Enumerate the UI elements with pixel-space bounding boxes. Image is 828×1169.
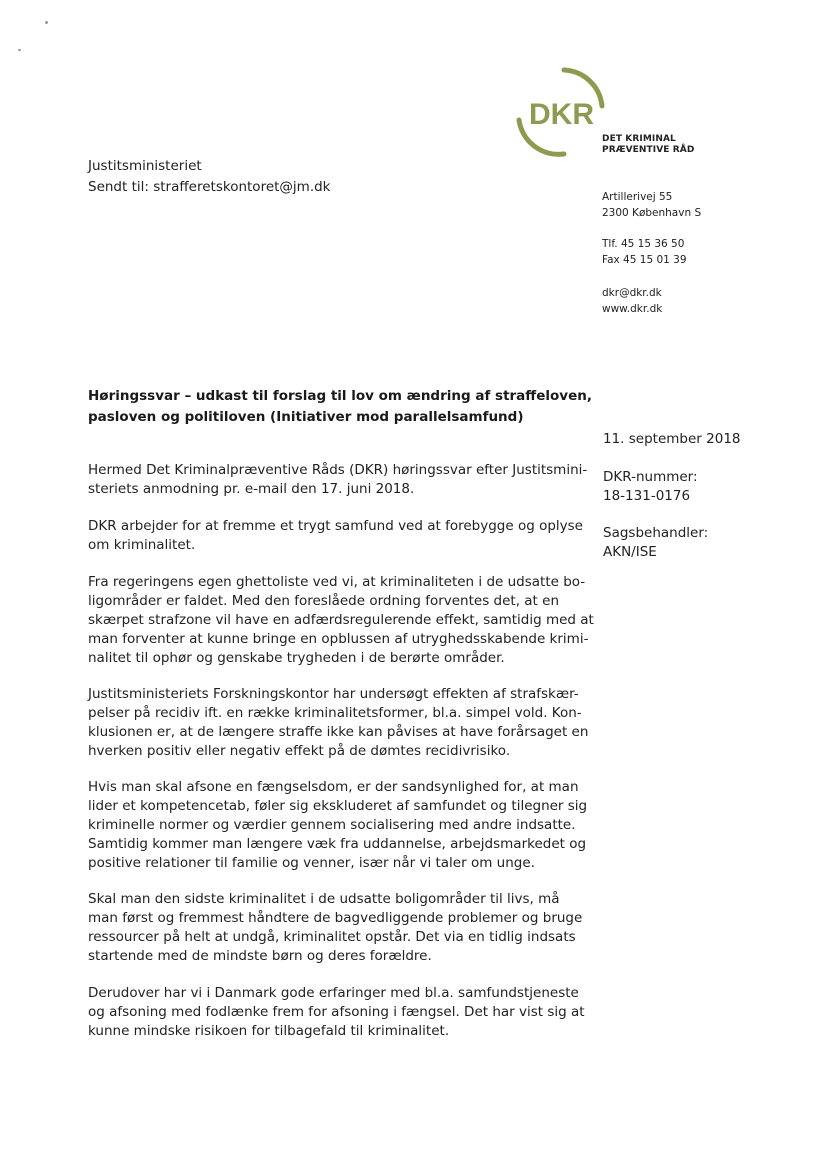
dkr-number-block — [603, 468, 698, 506]
letter-date: 11. september 2018 — [603, 431, 741, 447]
text-line: om kriminalitet. — [88, 537, 196, 553]
letter-heading — [88, 386, 608, 428]
text-line: Fra regeringens egen ghettoliste ved vi, at kriminaliteten i de udsatte bo- — [88, 574, 586, 590]
heading-line-2: pasloven og politiloven (Initiativer mod parallelsamfund) — [88, 409, 524, 425]
recipient-name: Justitsministeriet — [88, 158, 202, 174]
address-city: 2300 København S — [602, 207, 702, 219]
contact-email: dkr@dkr.dk — [602, 287, 662, 299]
case-handler-value: AKN/ISE — [603, 544, 657, 560]
text-line: klusionen er, at de længere straffe ikke kan påvises at have forårsaget en — [88, 724, 589, 740]
body-paragraph — [88, 461, 598, 499]
dkr-number-label: DKR-nummer: — [603, 469, 698, 485]
text-line: hverken positiv eller negativ effekt på de dømtes recidivrisiko. — [88, 743, 511, 759]
text-line: kriminelle normer og værdier gennem socialisering med andre indsatte. — [88, 817, 576, 833]
body-paragraph — [88, 685, 598, 761]
logo-text: DKR — [529, 98, 594, 131]
text-line: man forventer at kunne bringe en opblussen af utryghedsskabende krimi- — [88, 631, 589, 647]
text-line: skærpet strafzone vil have en adfærdsregulerende effekt, samtidig med at — [88, 612, 594, 628]
text-line: Hvis man skal afsone en fængselsdom, er der sandsynlighed for, at man — [88, 779, 579, 795]
text-line: og afsoning med fodlænke frem for afsoning i fængsel. Det har vist sig at — [88, 1004, 585, 1020]
text-line: positive relationer til familie og venner, især når vi taler om unge. — [88, 855, 535, 871]
text-line: startende med de mindste børn og deres forældre. — [88, 948, 432, 964]
org-name-line-2: PRÆVENTIVE RÅD — [602, 145, 695, 155]
address-block — [602, 189, 701, 221]
phone-block — [602, 236, 687, 268]
recipient-block — [88, 156, 331, 198]
text-line: Derudover har vi i Danmark gode erfaringer med bl.a. samfundstjeneste — [88, 985, 579, 1001]
org-name — [602, 134, 694, 156]
case-handler-block — [603, 524, 708, 562]
text-line: Samtidig kommer man længere væk fra uddannelse, arbejdsmarkedet og — [88, 836, 587, 852]
text-line: DKR arbejder for at fremme et trygt samfund ved at forebygge og oplyse — [88, 518, 583, 534]
text-line: nalitet til ophør og genskabe trygheden i de berørte områder. — [88, 650, 505, 666]
text-line: Justitsministeriets Forskningskontor har undersøgt effekten af strafskær- — [88, 686, 579, 702]
scan-speck — [18, 49, 21, 51]
fax-number: Fax 45 15 01 39 — [602, 254, 687, 266]
dkr-number-value: 18-131-0176 — [603, 488, 691, 504]
dkr-logo — [506, 62, 616, 172]
body-paragraph — [88, 573, 598, 668]
body-paragraph — [88, 517, 598, 555]
address-street: Artillerivej 55 — [602, 191, 673, 203]
case-handler-label: Sagsbehandler: — [603, 525, 709, 541]
text-line: lider et kompetencetab, føler sig ekskluderet af samfundet og tilegner sig — [88, 798, 588, 814]
text-line: Hermed Det Kriminalpræventive Råds (DKR) høringssvar efter Justitsmini- — [88, 462, 588, 478]
text-line: steriets anmodning pr. e-mail den 17. juni 2018. — [88, 481, 415, 497]
org-name-line-1: DET KRIMINAL — [602, 134, 676, 144]
text-line: ligområder er faldet. Med den foreslåede ordning forventes det, at en — [88, 593, 560, 609]
text-line: man først og fremmest håndtere de bagvedliggende problemer og bruge — [88, 910, 583, 926]
body-paragraph — [88, 890, 598, 966]
text-line: Skal man den sidste kriminalitet i de udsatte boligområder til livs, må — [88, 891, 560, 907]
text-line: ressourcer på helt at undgå, kriminalitet opstår. Det via en tidlig indsats — [88, 929, 576, 945]
recipient-sent-to: Sendt til: strafferetskontoret@jm.dk — [88, 179, 331, 195]
contact-website: www.dkr.dk — [602, 303, 663, 315]
body-paragraph — [88, 984, 598, 1041]
text-line: kunne mindske risikoen for tilbagefald til kriminalitet. — [88, 1023, 450, 1039]
text-line: pelser på recidiv ift. en række kriminalitetsformer, bl.a. simpel vold. Kon- — [88, 705, 582, 721]
web-block — [602, 285, 662, 317]
heading-line-1: Høringssvar – udkast til forslag til lov om ændring af straffeloven, — [88, 388, 592, 404]
body-paragraph — [88, 778, 598, 873]
scan-speck — [45, 21, 48, 24]
phone-number: Tlf. 45 15 36 50 — [602, 238, 685, 250]
